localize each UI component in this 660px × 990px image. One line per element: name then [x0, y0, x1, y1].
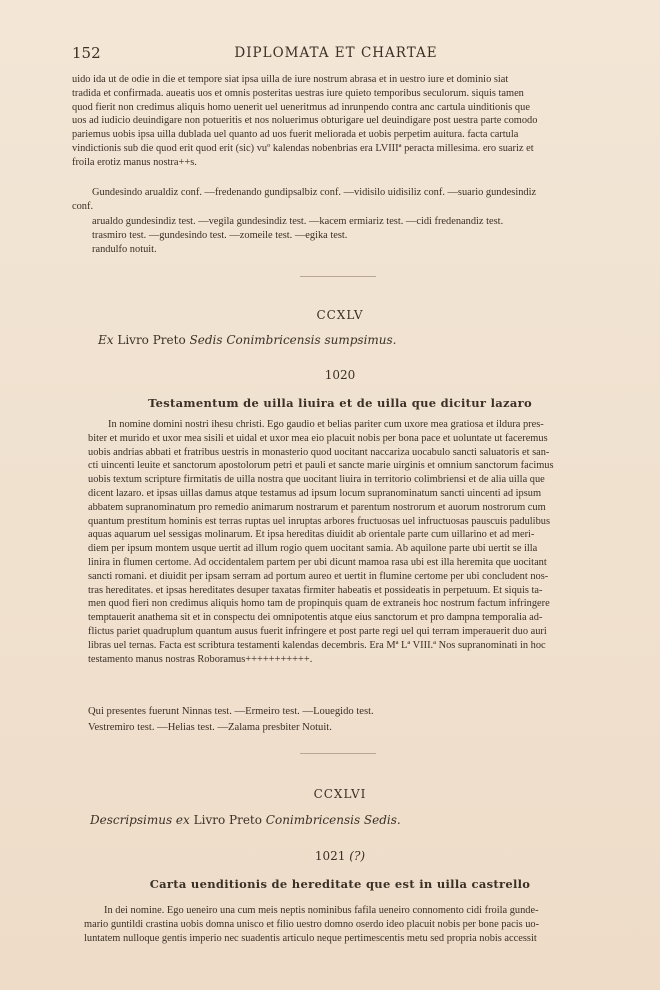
charter-ccxlv-body	[88, 418, 600, 666]
section-divider	[300, 276, 376, 277]
signatures-conf: conf.	[72, 200, 94, 212]
running-head: DIPLOMATA ET CHARTAE	[234, 45, 438, 61]
text-line: vindictionis sub die quod erit quod erit (sic) vuº kalendas nobenbrias era LVIIIª peracta millesima. ero suariz et	[72, 142, 534, 154]
text-line: libras uel ternas. Facta est scribtura testamenti kalendas decembris. Era Mª Lª VIII.ª Nos supranominati in hoc	[88, 639, 546, 651]
previous-charter-ending	[72, 73, 608, 170]
text-line: uos ad iudicio deuindigare non potueritis et nos noluerimus obturigare uel deuindigare post uestra parte comodo	[72, 115, 538, 127]
text-line: froila erotiz manus nostra++s.	[72, 156, 197, 168]
witness-line: randulfo notuit.	[92, 243, 157, 255]
source-descripsimus: Descripsimus ex	[90, 813, 190, 827]
year-uncertain: (?)	[349, 849, 366, 863]
doc-number-ccxlv: CCXLV	[316, 308, 364, 322]
text-line: sancti romani. et diuidit per ipsam serram ad portum aureo et uertit in flumine certome per ubi concludent nos-	[88, 570, 549, 582]
witness-line: arualdo gundesindiz test. —vegila gundesindiz test. —kacem ermiariz test. —cidi fredenandiz test.	[92, 216, 504, 227]
signatures-line: Gundesindo arualdiz conf. —fredenando gundipsalbiz conf. —vidisilo uidisiliz conf. —suario gundesindiz	[92, 187, 537, 198]
text-line: flictus pariet quadruplum quantum ausus fuerit infringere et post parte regi uel qui terram imperauerit duo auri	[88, 625, 547, 637]
doc-title-ccxlv: Testamentum de uilla liuira et de uilla que dicitur lazaro	[148, 396, 532, 410]
text-line: temptauerit anathema sit et in conspectu dei omnipotentis atque eius sanctorum et pro dampna temporalia ad-	[88, 612, 543, 624]
text-line: men quod fieri non credimus aliquis homo tam de propinquis quam de extraneis hoc nostrum factum infringere	[88, 598, 550, 610]
witness-line: trasmiro test. —gundesindo test. —zomeile test. —egika test.	[92, 229, 348, 241]
doc-year-1021	[72, 849, 608, 863]
text-line: uido ida ut de odie in die et tempore siat ipsa uilla de iure nostrum abrasa et in uestro iure et dominio siat	[72, 74, 509, 85]
text-line: quantum prestitum hominis est terras ruptas uel inruptas arbores fructuosas uel infructuosas pauscuis padulibus	[88, 515, 550, 527]
text-line: tradida et confirmada. aueatis uos et omnis posteritas uestras iure quieto temporibus seculorum. siquis tamen	[72, 87, 524, 99]
text-line: dicent lazaro. et ipsas uillas damus atque testamus ad ipsum locum supranominatum sancti uincenti ad ipsum	[88, 487, 542, 499]
source-ex: Ex	[98, 333, 114, 347]
text-line: cti uincenti leuite et sanctorum apostolorum petri et pauli et sancte marie uirginis et omnium sanctorum facimus	[88, 460, 554, 472]
text-line: quod fierit non credimus aliquis homo uenerit uel ueneritmus ad inrunpendo contra anc cartula uinditionis que	[72, 101, 530, 113]
text-line: tras hereditates. et ipsas hereditates desuper taxatas firmiter habeatis et possideatis in perpetuum. Et siquis ta-	[88, 584, 543, 596]
witness-list	[92, 215, 608, 256]
witnesses-ccxlv-1: Qui presentes fuerunt Ninnas test. —Ermeiro test. —Louegido test.	[88, 706, 374, 717]
page-number: 152	[72, 44, 101, 62]
year-value: 1021	[314, 849, 346, 863]
source-livro-preto: Livro Preto	[117, 333, 186, 347]
text-line: diem per ipsum montem usque uertit ad illum rogio quem uocitant samia. Ab aquilone parte ubi uertit se illa	[88, 543, 538, 555]
source-conimbricensis: Conimbricensis Sedis.	[265, 813, 401, 827]
doc-number-ccxlvi: CCXLVI	[313, 787, 367, 801]
text-line: linira in flumen certome. Ad occidentalem partem per ubi dicunt mamoa rasa ubi est illa heremita que uocitant	[88, 556, 547, 568]
text-line: In dei nomine. Ego ueneiro una cum meis neptis nominibus fafila ueneiro connomento cidi froila gunde-	[104, 905, 539, 916]
witnesses-ccxlv-2: Vestremiro test. —Helias test. —Zalama presbiter Notuit.	[88, 722, 332, 733]
doc-year-1020: 1020	[324, 368, 356, 382]
signatures	[72, 186, 608, 214]
charter-ccxlvi-body	[84, 904, 600, 945]
text-line: pariemus uobis ipsa uilla dublada uel quanto ad uos fuerit meliorada et uobis perpetim auitura. facta cartula	[72, 129, 519, 141]
text-line: abbatem supranominatum pro remedio animarum nostrarum et parentum nostrorum et auorum nostrorum cum	[88, 501, 546, 513]
source-note-ccxlvi	[90, 813, 626, 827]
source-sedis: Sedis Conimbricensis sumpsimus.	[189, 333, 397, 347]
text-line: In nomine domini nostri ihesu christi. Ego gaudio et belias pariter cum uxore mea gratiosa et ildura pres-	[108, 419, 544, 430]
doc-title-ccxlvi: Carta uenditionis de hereditate que est in uilla castrello	[149, 877, 531, 891]
text-line: testamento manus nostras Roboramus+++++++++++.	[88, 653, 313, 665]
text-line: luntatem nulloque gentis imperio nec suadentis articulo neque pertimescentis metu sed propria nobis accessit	[84, 932, 537, 944]
source-livro-preto-2: Livro Preto	[193, 813, 262, 827]
text-line: uobis textum scripture firmitatis de uilla nostra que uocitant liuira in territorio colimbriensi et de alia uilla que	[88, 474, 545, 486]
page-header	[72, 44, 600, 64]
section-divider-2	[300, 753, 376, 754]
text-line: biter et murido et uxor mea sisili et uidal et uxor mea eio placuit nobis per bona pace et uoluntate ut faceremus	[88, 432, 548, 444]
text-line: aquas aquarum uel sessigas molinarum. Et ipsa hereditas diuidit ab orientale parte cum uillarino et ad meri-	[88, 529, 535, 541]
text-line: mario guntildi crastina uobis domna unisco et filio uestro domno oserdo ideo placuit nobis per bone pacis uo-	[84, 918, 540, 930]
text-line: uobis andrias abbati et fratribus uestris in monasterio quod uocitant naccariza uocabulo sancti saluatoris et san-	[88, 446, 550, 458]
source-note-ccxlv	[98, 333, 634, 347]
